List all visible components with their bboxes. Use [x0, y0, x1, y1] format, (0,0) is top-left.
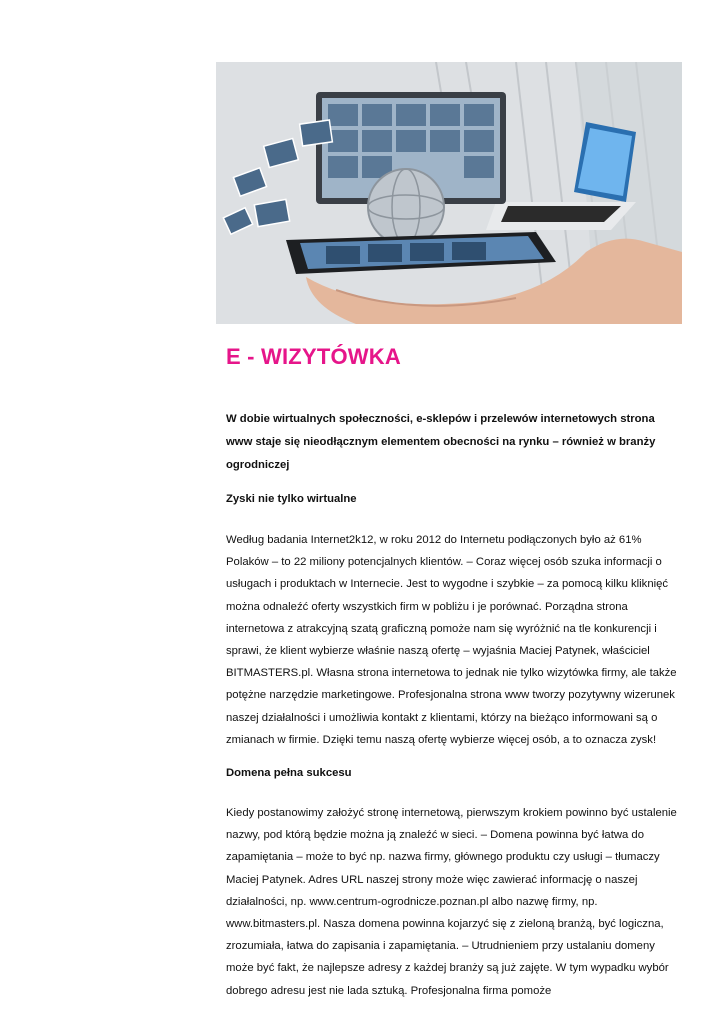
- page-title: E - WIZYTÓWKA: [226, 344, 401, 369]
- section-body-profits: Według badania Internet2k12, w roku 2012 do Internetu podłączonych było aż 61% Polaków – to 22 miliony potencjalnych klientów. – Coraz więcej osób szuka informacji o usługach i produktach w Internecie. Jest to wygodne i szybkie – za pomocą kilku kliknięć można odnaleźć oferty wszystkich firm w pobliżu i je porównać. Porządna strona internetowa z atrakcyjną szatą graficzną pomoże nam się wyróżnić na tle konkurencji i sprawi, że klient wybierze właśnie naszą ofertę – wyjaśnia Maciej Patynek, właściciel BITMASTERS.pl. Własna strona internetowa to jednak nie tylko wizytówka firmy, ale także potężne narzędzie marketingowe. Profesjonalna strona www tworzy pozytywny wizerunek naszej działalności i umożliwia kontakt z klientami, którzy na bieżąco informowani są o zmianach w firmie. Dzięki temu naszą ofertę wybierze więcej osób, a to oznacza zysk!: [226, 534, 677, 746]
- lead-paragraph: W dobie wirtualnych społeczności, e-sklepów i przelewów internetowych strona www staje się nieodłącznym elementem obecności na rynku – również w branży ogrodniczej: [226, 413, 656, 471]
- hero-image: [216, 62, 682, 324]
- section-body-domain: Kiedy postanowimy założyć stronę internetową, pierwszym krokiem powinno być ustalenie nazwy, pod którą będzie można ją znaleźć w sieci. – Domena powinna być łatwa do zapamiętania – może to być np. nazwa firmy, głównego produktu czy usługi – tłumaczy Maciej Patynek. Adres URL naszej strony może więc zawierać informację o naszej działalności, np. www.centrum-ogrodnicze.poznan.pl albo nazwę firmy, np. www.bitmasters.pl. Nasza domena powinna kojarzyć się z zieloną branżą, być logiczna, zrozumiała, łatwa do zapisania i zapamiętania. – Utrudnieniem przy ustalaniu domeny może być fakt, że najlepsze adresy z każdej branży są już zajęte. W tym wypadku wybór dobrego adresu jest nie lada sztuką. Profesjonalna firma pomoże: [226, 807, 677, 997]
- section-heading-profits: Zyski nie tylko wirtualne: [226, 493, 357, 505]
- section-heading-domain: Domena pełna sukcesu: [226, 767, 352, 779]
- hand-with-devices-illustration: [216, 62, 682, 324]
